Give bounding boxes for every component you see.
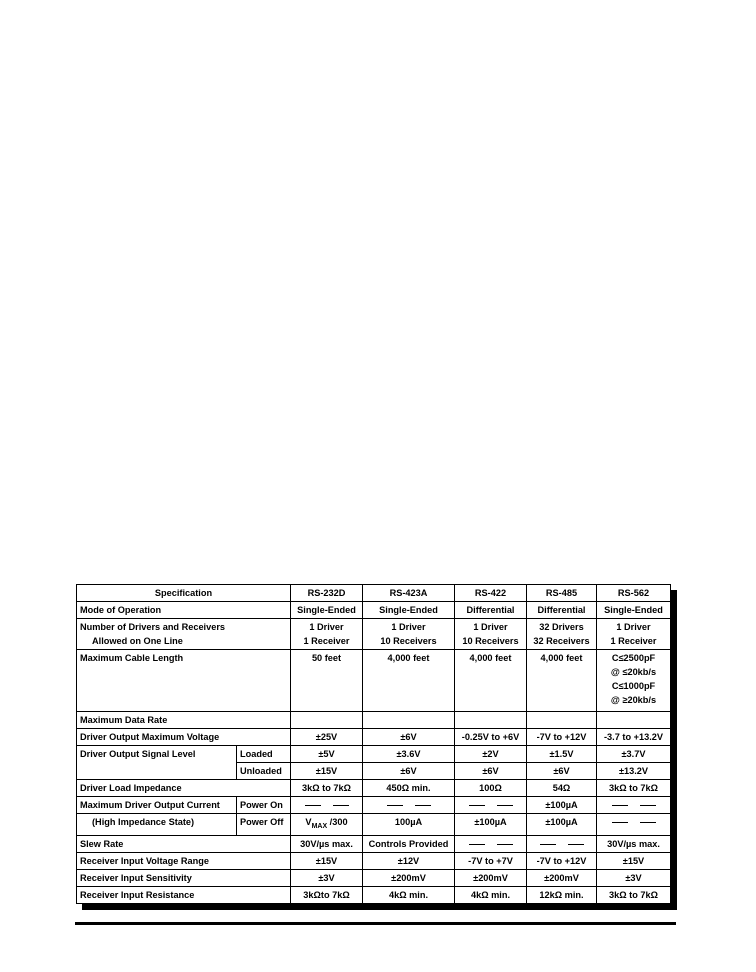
table-row bbox=[77, 814, 671, 836]
table-row bbox=[77, 619, 671, 650]
table-cell: -7V to +12V bbox=[527, 729, 597, 746]
table-cell bbox=[455, 712, 527, 729]
row-label: Receiver Input Sensitivity bbox=[77, 869, 291, 886]
table-cell: -0.25V to +6V bbox=[455, 729, 527, 746]
table-row bbox=[77, 869, 671, 886]
header-specification: Specification bbox=[77, 585, 291, 602]
table-cell: 4,000 feet bbox=[527, 650, 597, 712]
table-row bbox=[77, 886, 671, 903]
table-cell: 100Ω bbox=[455, 780, 527, 797]
row-label: Receiver Input Voltage Range bbox=[77, 852, 291, 869]
table-cell: Single-Ended bbox=[363, 602, 455, 619]
table-row bbox=[77, 602, 671, 619]
row-label: (High Impedance State) bbox=[77, 814, 237, 836]
table-cell: 12kΩ min. bbox=[527, 886, 597, 903]
dash-cell bbox=[527, 835, 597, 852]
header-rs422: RS-422 bbox=[455, 585, 527, 602]
table-cell: ±5V bbox=[291, 746, 363, 763]
table-cell bbox=[597, 712, 671, 729]
table-cell: ±6V bbox=[363, 763, 455, 780]
table-cell: ±12V bbox=[363, 852, 455, 869]
table-cell: ±100µA bbox=[527, 797, 597, 814]
dash-cell bbox=[597, 814, 671, 836]
row-label: Slew Rate bbox=[77, 835, 291, 852]
dash-cell bbox=[455, 797, 527, 814]
table-cell: 3kΩto 7kΩ bbox=[291, 886, 363, 903]
table-cell: 50 feet bbox=[291, 650, 363, 712]
dash-cell bbox=[291, 797, 363, 814]
row-label-line: Number of Drivers and Receivers bbox=[80, 622, 226, 632]
header-rs562: RS-562 bbox=[597, 585, 671, 602]
table-cell: 30V/µs max. bbox=[291, 835, 363, 852]
table-row bbox=[77, 729, 671, 746]
table-cell: -7V to +7V bbox=[455, 852, 527, 869]
table-cell: ±200mV bbox=[363, 869, 455, 886]
table-cell: Single-Ended bbox=[597, 602, 671, 619]
table-cell: ±15V bbox=[291, 763, 363, 780]
table-row bbox=[77, 780, 671, 797]
table-cell: ±3V bbox=[597, 869, 671, 886]
row-sublabel: Unloaded bbox=[237, 763, 291, 780]
table-cell: Differential bbox=[527, 602, 597, 619]
table-cell: ±200mV bbox=[455, 869, 527, 886]
row-label-line: Allowed on One Line bbox=[92, 636, 183, 646]
table-header-row bbox=[77, 585, 671, 602]
row-label: Maximum Cable Length bbox=[77, 650, 291, 712]
row-sublabel: Loaded bbox=[237, 746, 291, 763]
table-cell: Controls Provided bbox=[363, 835, 455, 852]
table-cell: ±100µA bbox=[455, 814, 527, 836]
header-rs485: RS-485 bbox=[527, 585, 597, 602]
row-sublabel: Power Off bbox=[237, 814, 291, 836]
header-rs423a: RS-423A bbox=[363, 585, 455, 602]
table-cell: 4,000 feet bbox=[363, 650, 455, 712]
table-row bbox=[77, 650, 671, 712]
table-cell: ±6V bbox=[363, 729, 455, 746]
table-cell: 3kΩ to 7kΩ bbox=[291, 780, 363, 797]
row-label: Maximum Driver Output Current bbox=[77, 797, 237, 814]
table-cell bbox=[291, 712, 363, 729]
table-cell: ±3V bbox=[291, 869, 363, 886]
table-cell: 4kΩ min. bbox=[363, 886, 455, 903]
table-cell: ±25V bbox=[291, 729, 363, 746]
row-label: Mode of Operation bbox=[77, 602, 291, 619]
table-cell: ±6V bbox=[527, 763, 597, 780]
table-row bbox=[77, 852, 671, 869]
table-cell: C≤2500pF @ ≤20kb/s C≤1000pF @ ≥20kb/s bbox=[597, 650, 671, 712]
table-cell: 54Ω bbox=[527, 780, 597, 797]
table-cell: ±6V bbox=[455, 763, 527, 780]
table-cell: 450Ω min. bbox=[363, 780, 455, 797]
rs-standards-spec-table bbox=[76, 584, 671, 904]
row-label bbox=[77, 619, 291, 650]
table-cell: 1 Driver 1 Receiver bbox=[291, 619, 363, 650]
dash-cell bbox=[597, 797, 671, 814]
dash-cell bbox=[363, 797, 455, 814]
table-cell: 1 Driver 10 Receivers bbox=[363, 619, 455, 650]
table-cell: $V_{MAX}$ /300 bbox=[291, 814, 363, 836]
table-cell: 30V/µs max. bbox=[597, 835, 671, 852]
row-label: Driver Load Impedance bbox=[77, 780, 291, 797]
table-row bbox=[77, 712, 671, 729]
table-cell: Differential bbox=[455, 602, 527, 619]
table-cell: ±1.5V bbox=[527, 746, 597, 763]
row-sublabel: Power On bbox=[237, 797, 291, 814]
table-cell: 32 Drivers 32 Receivers bbox=[527, 619, 597, 650]
table-cell: ±3.7V bbox=[597, 746, 671, 763]
table-cell: 100µA bbox=[363, 814, 455, 836]
dash-cell bbox=[455, 835, 527, 852]
table-cell: 1 Driver 1 Receiver bbox=[597, 619, 671, 650]
table-cell: Single-Ended bbox=[291, 602, 363, 619]
row-label: Receiver Input Resistance bbox=[77, 886, 291, 903]
row-label: Maximum Data Rate bbox=[77, 712, 291, 729]
header-rs232d: RS-232D bbox=[291, 585, 363, 602]
table-cell: 4kΩ min. bbox=[455, 886, 527, 903]
table-cell: 3kΩ to 7kΩ bbox=[597, 886, 671, 903]
footer-rule bbox=[75, 922, 676, 925]
row-label: Driver Output Signal Level bbox=[77, 746, 237, 780]
table-cell: 3kΩ to 7kΩ bbox=[597, 780, 671, 797]
table-cell bbox=[363, 712, 455, 729]
table-cell: 4,000 feet bbox=[455, 650, 527, 712]
table-cell: ±13.2V bbox=[597, 763, 671, 780]
table-cell bbox=[527, 712, 597, 729]
table-row bbox=[77, 797, 671, 814]
table-cell: ±15V bbox=[291, 852, 363, 869]
row-label: Driver Output Maximum Voltage bbox=[77, 729, 291, 746]
table-row bbox=[77, 835, 671, 852]
table-cell: ±3.6V bbox=[363, 746, 455, 763]
table-cell: ±2V bbox=[455, 746, 527, 763]
table-row bbox=[77, 746, 671, 763]
table-cell: ±15V bbox=[597, 852, 671, 869]
table-cell: -7V to +12V bbox=[527, 852, 597, 869]
spec-table-wrapper bbox=[76, 584, 670, 904]
table-cell: 1 Driver 10 Receivers bbox=[455, 619, 527, 650]
table-cell: -3.7 to +13.2V bbox=[597, 729, 671, 746]
table-cell: ±200mV bbox=[527, 869, 597, 886]
table-cell: ±100µA bbox=[527, 814, 597, 836]
